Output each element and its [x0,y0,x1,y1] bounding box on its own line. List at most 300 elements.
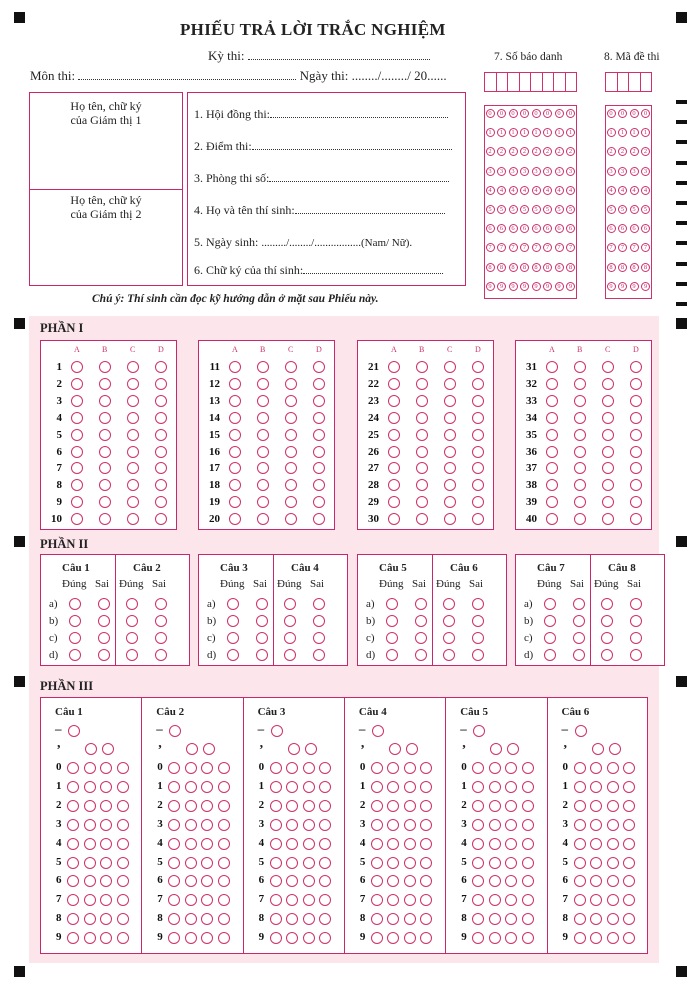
sbd-write-cell[interactable] [565,72,578,92]
digit-bubble[interactable] [607,762,619,774]
digit-bubble[interactable] [270,800,282,812]
digit-bubble[interactable] [84,819,96,831]
digit-bubble[interactable] [522,932,534,944]
digit-bubble[interactable] [472,857,484,869]
sbd-digit-bubble[interactable]: 6 [509,224,518,233]
sbd-digit-bubble[interactable]: 3 [509,167,518,176]
sai-bubble[interactable] [472,649,484,661]
made-digit-bubble[interactable]: 5 [641,205,650,214]
digit-bubble[interactable] [201,819,213,831]
answer-bubble[interactable] [472,429,484,441]
digit-bubble[interactable] [387,819,399,831]
answer-bubble[interactable] [257,412,269,424]
digit-bubble[interactable] [371,913,383,925]
answer-bubble[interactable] [71,361,83,373]
answer-bubble[interactable] [546,513,558,525]
comma-bubble[interactable] [85,743,97,755]
made-digit-bubble[interactable]: 8 [607,263,616,272]
digit-bubble[interactable] [270,857,282,869]
digit-bubble[interactable] [185,800,197,812]
dung-bubble[interactable] [544,598,556,610]
dung-bubble[interactable] [227,649,239,661]
digit-bubble[interactable] [371,857,383,869]
answer-bubble[interactable] [574,412,586,424]
digit-bubble[interactable] [404,819,416,831]
dung-bubble[interactable] [443,598,455,610]
answer-bubble[interactable] [602,361,614,373]
answer-bubble[interactable] [388,378,400,390]
digit-bubble[interactable] [218,838,230,850]
answer-bubble[interactable] [99,361,111,373]
sbd-digit-bubble[interactable]: 0 [543,109,552,118]
digit-bubble[interactable] [270,781,282,793]
sai-bubble[interactable] [313,632,325,644]
digit-bubble[interactable] [117,932,129,944]
answer-bubble[interactable] [444,513,456,525]
sai-bubble[interactable] [630,615,642,627]
sai-bubble[interactable] [573,615,585,627]
sbd-digit-bubble[interactable]: 6 [555,224,564,233]
digit-bubble[interactable] [117,800,129,812]
made-digit-bubble[interactable]: 6 [630,224,639,233]
sbd-digit-bubble[interactable]: 9 [566,282,575,291]
dung-bubble[interactable] [227,598,239,610]
digit-bubble[interactable] [84,913,96,925]
digit-bubble[interactable] [201,800,213,812]
digit-bubble[interactable] [185,762,197,774]
digit-bubble[interactable] [67,857,79,869]
digit-bubble[interactable] [522,857,534,869]
made-digit-bubble[interactable]: 0 [618,109,627,118]
digit-bubble[interactable] [607,913,619,925]
comma-bubble[interactable] [102,743,114,755]
digit-bubble[interactable] [522,894,534,906]
digit-bubble[interactable] [100,857,112,869]
answer-bubble[interactable] [416,378,428,390]
dung-bubble[interactable] [284,615,296,627]
sbd-digit-bubble[interactable]: 0 [532,109,541,118]
made-digit-bubble[interactable]: 0 [641,109,650,118]
answer-bubble[interactable] [602,412,614,424]
digit-bubble[interactable] [319,857,331,869]
digit-bubble[interactable] [117,913,129,925]
answer-bubble[interactable] [229,446,241,458]
answer-bubble[interactable] [155,361,167,373]
digit-bubble[interactable] [371,838,383,850]
answer-bubble[interactable] [472,446,484,458]
answer-bubble[interactable] [472,513,484,525]
digit-bubble[interactable] [218,819,230,831]
sbd-digit-bubble[interactable]: 8 [520,263,529,272]
sbd-digit-bubble[interactable]: 7 [520,243,529,252]
digit-bubble[interactable] [522,875,534,887]
sai-bubble[interactable] [573,632,585,644]
digit-bubble[interactable] [319,781,331,793]
made-digit-bubble[interactable]: 3 [618,167,627,176]
made-digit-bubble[interactable]: 5 [630,205,639,214]
answer-bubble[interactable] [313,378,325,390]
sbd-digit-bubble[interactable]: 7 [497,243,506,252]
digit-bubble[interactable] [218,762,230,774]
answer-bubble[interactable] [285,395,297,407]
made-digit-bubble[interactable]: 0 [630,109,639,118]
answer-bubble[interactable] [313,361,325,373]
digit-bubble[interactable] [489,932,501,944]
digit-bubble[interactable] [505,800,517,812]
sbd-digit-bubble[interactable]: 4 [509,186,518,195]
made-digit-bubble[interactable]: 9 [630,282,639,291]
digit-bubble[interactable] [420,838,432,850]
sai-bubble[interactable] [472,598,484,610]
sbd-digit-bubble[interactable]: 2 [520,147,529,156]
sbd-digit-bubble[interactable]: 0 [555,109,564,118]
digit-bubble[interactable] [319,819,331,831]
sai-bubble[interactable] [256,598,268,610]
digit-bubble[interactable] [84,894,96,906]
digit-bubble[interactable] [270,913,282,925]
answer-bubble[interactable] [99,429,111,441]
digit-bubble[interactable] [185,781,197,793]
comma-bubble[interactable] [406,743,418,755]
made-digit-bubble[interactable]: 4 [607,186,616,195]
digit-bubble[interactable] [505,857,517,869]
digit-bubble[interactable] [270,932,282,944]
digit-bubble[interactable] [472,819,484,831]
made-digit-bubble[interactable]: 3 [607,167,616,176]
minus-bubble[interactable] [372,725,384,737]
answer-bubble[interactable] [546,361,558,373]
digit-bubble[interactable] [574,932,586,944]
digit-bubble[interactable] [371,762,383,774]
digit-bubble[interactable] [270,819,282,831]
made-digit-bubble[interactable]: 2 [607,147,616,156]
dung-bubble[interactable] [386,598,398,610]
answer-bubble[interactable] [630,378,642,390]
answer-bubble[interactable] [546,412,558,424]
digit-bubble[interactable] [270,894,282,906]
comma-bubble[interactable] [288,743,300,755]
sbd-digit-bubble[interactable]: 1 [497,128,506,137]
sbd-digit-bubble[interactable]: 0 [497,109,506,118]
dung-bubble[interactable] [284,598,296,610]
answer-bubble[interactable] [229,395,241,407]
sai-bubble[interactable] [98,615,110,627]
sai-bubble[interactable] [415,598,427,610]
made-digit-bubble[interactable]: 1 [641,128,650,137]
digit-bubble[interactable] [100,819,112,831]
digit-bubble[interactable] [505,781,517,793]
digit-bubble[interactable] [404,857,416,869]
digit-bubble[interactable] [404,781,416,793]
digit-bubble[interactable] [590,781,602,793]
digit-bubble[interactable] [168,838,180,850]
sbd-digit-bubble[interactable]: 5 [566,205,575,214]
answer-bubble[interactable] [285,429,297,441]
digit-bubble[interactable] [100,932,112,944]
sbd-digit-bubble[interactable]: 9 [509,282,518,291]
digit-bubble[interactable] [623,762,635,774]
made-digit-bubble[interactable]: 8 [641,263,650,272]
sbd-digit-bubble[interactable]: 1 [566,128,575,137]
answer-bubble[interactable] [472,412,484,424]
sai-bubble[interactable] [415,649,427,661]
sbd-digit-bubble[interactable]: 9 [520,282,529,291]
answer-bubble[interactable] [71,395,83,407]
digit-bubble[interactable] [607,875,619,887]
digit-bubble[interactable] [100,838,112,850]
answer-bubble[interactable] [257,513,269,525]
answer-bubble[interactable] [602,446,614,458]
answer-bubble[interactable] [285,513,297,525]
digit-bubble[interactable] [574,875,586,887]
sbd-digit-bubble[interactable]: 3 [532,167,541,176]
digit-bubble[interactable] [371,819,383,831]
sai-bubble[interactable] [98,632,110,644]
digit-bubble[interactable] [522,819,534,831]
sbd-digit-bubble[interactable]: 8 [497,263,506,272]
digit-bubble[interactable] [185,857,197,869]
dung-bubble[interactable] [386,632,398,644]
sbd-digit-bubble[interactable]: 1 [543,128,552,137]
dung-bubble[interactable] [544,615,556,627]
sai-bubble[interactable] [256,615,268,627]
digit-bubble[interactable] [100,781,112,793]
sbd-digit-bubble[interactable]: 8 [543,263,552,272]
digit-bubble[interactable] [319,838,331,850]
digit-bubble[interactable] [489,857,501,869]
sai-bubble[interactable] [313,615,325,627]
answer-bubble[interactable] [127,446,139,458]
sbd-digit-bubble[interactable]: 4 [555,186,564,195]
answer-bubble[interactable] [71,412,83,424]
digit-bubble[interactable] [185,819,197,831]
sbd-digit-bubble[interactable]: 2 [555,147,564,156]
dung-bubble[interactable] [284,632,296,644]
answer-bubble[interactable] [229,513,241,525]
digit-bubble[interactable] [319,800,331,812]
answer-bubble[interactable] [602,378,614,390]
made-digit-bubble[interactable]: 1 [607,128,616,137]
answer-bubble[interactable] [416,513,428,525]
made-digit-bubble[interactable]: 7 [607,243,616,252]
made-digit-bubble[interactable]: 8 [618,263,627,272]
answer-bubble[interactable] [388,446,400,458]
digit-bubble[interactable] [303,932,315,944]
answer-bubble[interactable] [602,395,614,407]
digit-bubble[interactable] [472,800,484,812]
answer-bubble[interactable] [546,378,558,390]
sbd-digit-bubble[interactable]: 8 [509,263,518,272]
digit-bubble[interactable] [117,781,129,793]
answer-bubble[interactable] [602,513,614,525]
made-write-cell[interactable] [640,72,653,92]
digit-bubble[interactable] [286,819,298,831]
digit-bubble[interactable] [505,819,517,831]
sbd-digit-bubble[interactable]: 3 [497,167,506,176]
answer-bubble[interactable] [99,446,111,458]
answer-bubble[interactable] [155,378,167,390]
digit-bubble[interactable] [218,857,230,869]
answer-bubble[interactable] [388,429,400,441]
answer-bubble[interactable] [630,361,642,373]
sbd-digit-bubble[interactable]: 9 [532,282,541,291]
digit-bubble[interactable] [117,857,129,869]
made-digit-bubble[interactable]: 2 [641,147,650,156]
made-digit-bubble[interactable]: 7 [618,243,627,252]
answer-bubble[interactable] [127,429,139,441]
made-digit-bubble[interactable]: 1 [618,128,627,137]
sai-bubble[interactable] [573,649,585,661]
answer-bubble[interactable] [416,412,428,424]
sbd-digit-bubble[interactable]: 8 [486,263,495,272]
digit-bubble[interactable] [489,781,501,793]
digit-bubble[interactable] [574,913,586,925]
answer-bubble[interactable] [285,378,297,390]
digit-bubble[interactable] [117,894,129,906]
dung-bubble[interactable] [443,615,455,627]
made-digit-bubble[interactable]: 6 [607,224,616,233]
dung-bubble[interactable] [227,632,239,644]
sbd-digit-bubble[interactable]: 2 [497,147,506,156]
made-digit-bubble[interactable]: 3 [630,167,639,176]
digit-bubble[interactable] [168,800,180,812]
digit-bubble[interactable] [218,781,230,793]
digit-bubble[interactable] [387,857,399,869]
sbd-digit-bubble[interactable]: 1 [532,128,541,137]
answer-bubble[interactable] [416,395,428,407]
digit-bubble[interactable] [270,875,282,887]
digit-bubble[interactable] [218,913,230,925]
answer-bubble[interactable] [472,361,484,373]
made-digit-bubble[interactable]: 5 [607,205,616,214]
sbd-digit-bubble[interactable]: 8 [532,263,541,272]
digit-bubble[interactable] [489,762,501,774]
digit-bubble[interactable] [623,932,635,944]
made-digit-bubble[interactable]: 7 [630,243,639,252]
sbd-digit-bubble[interactable]: 0 [520,109,529,118]
digit-bubble[interactable] [607,838,619,850]
sbd-digit-bubble[interactable]: 0 [509,109,518,118]
sai-bubble[interactable] [573,598,585,610]
digit-bubble[interactable] [218,894,230,906]
digit-bubble[interactable] [303,894,315,906]
sbd-digit-bubble[interactable]: 3 [543,167,552,176]
answer-bubble[interactable] [574,446,586,458]
answer-bubble[interactable] [574,395,586,407]
sbd-digit-bubble[interactable]: 7 [566,243,575,252]
sbd-digit-bubble[interactable]: 6 [520,224,529,233]
answer-bubble[interactable] [155,513,167,525]
answer-bubble[interactable] [444,378,456,390]
digit-bubble[interactable] [218,800,230,812]
digit-bubble[interactable] [574,819,586,831]
digit-bubble[interactable] [67,800,79,812]
dung-bubble[interactable] [601,615,613,627]
sbd-digit-bubble[interactable]: 4 [532,186,541,195]
sbd-digit-bubble[interactable]: 5 [497,205,506,214]
answer-bubble[interactable] [285,412,297,424]
digit-bubble[interactable] [303,875,315,887]
answer-bubble[interactable] [546,446,558,458]
answer-bubble[interactable] [229,429,241,441]
answer-bubble[interactable] [630,395,642,407]
digit-bubble[interactable] [201,838,213,850]
sbd-digit-bubble[interactable]: 2 [532,147,541,156]
sai-bubble[interactable] [155,598,167,610]
answer-bubble[interactable] [416,446,428,458]
digit-bubble[interactable] [574,838,586,850]
comma-bubble[interactable] [389,743,401,755]
digit-bubble[interactable] [185,913,197,925]
sbd-digit-bubble[interactable]: 7 [555,243,564,252]
digit-bubble[interactable] [84,838,96,850]
digit-bubble[interactable] [84,781,96,793]
answer-bubble[interactable] [574,378,586,390]
digit-bubble[interactable] [607,781,619,793]
digit-bubble[interactable] [84,875,96,887]
digit-bubble[interactable] [623,819,635,831]
digit-bubble[interactable] [270,762,282,774]
digit-bubble[interactable] [67,819,79,831]
answer-bubble[interactable] [127,412,139,424]
answer-bubble[interactable] [630,429,642,441]
answer-bubble[interactable] [155,412,167,424]
digit-bubble[interactable] [404,838,416,850]
sai-bubble[interactable] [155,615,167,627]
digit-bubble[interactable] [574,800,586,812]
digit-bubble[interactable] [623,857,635,869]
sbd-digit-bubble[interactable]: 4 [497,186,506,195]
dung-bubble[interactable] [601,598,613,610]
digit-bubble[interactable] [303,781,315,793]
digit-bubble[interactable] [84,857,96,869]
answer-bubble[interactable] [127,395,139,407]
made-digit-bubble[interactable]: 0 [607,109,616,118]
digit-bubble[interactable] [522,913,534,925]
sbd-digit-bubble[interactable]: 5 [486,205,495,214]
digit-bubble[interactable] [84,932,96,944]
digit-bubble[interactable] [117,838,129,850]
answer-bubble[interactable] [257,446,269,458]
digit-bubble[interactable] [286,781,298,793]
dung-bubble[interactable] [443,632,455,644]
sai-bubble[interactable] [313,598,325,610]
sbd-digit-bubble[interactable]: 0 [566,109,575,118]
dung-bubble[interactable] [69,649,81,661]
digit-bubble[interactable] [607,894,619,906]
sbd-digit-bubble[interactable]: 5 [543,205,552,214]
digit-bubble[interactable] [574,857,586,869]
sai-bubble[interactable] [313,649,325,661]
answer-bubble[interactable] [99,378,111,390]
digit-bubble[interactable] [303,819,315,831]
sai-bubble[interactable] [256,649,268,661]
digit-bubble[interactable] [218,932,230,944]
digit-bubble[interactable] [404,800,416,812]
answer-bubble[interactable] [127,361,139,373]
digit-bubble[interactable] [607,819,619,831]
answer-bubble[interactable] [630,513,642,525]
dung-bubble[interactable] [126,649,138,661]
sai-bubble[interactable] [472,632,484,644]
answer-bubble[interactable] [574,513,586,525]
sbd-digit-bubble[interactable]: 8 [555,263,564,272]
sbd-digit-bubble[interactable]: 5 [509,205,518,214]
dung-bubble[interactable] [227,615,239,627]
digit-bubble[interactable] [420,857,432,869]
sbd-digit-bubble[interactable]: 9 [486,282,495,291]
sbd-digit-bubble[interactable]: 5 [520,205,529,214]
